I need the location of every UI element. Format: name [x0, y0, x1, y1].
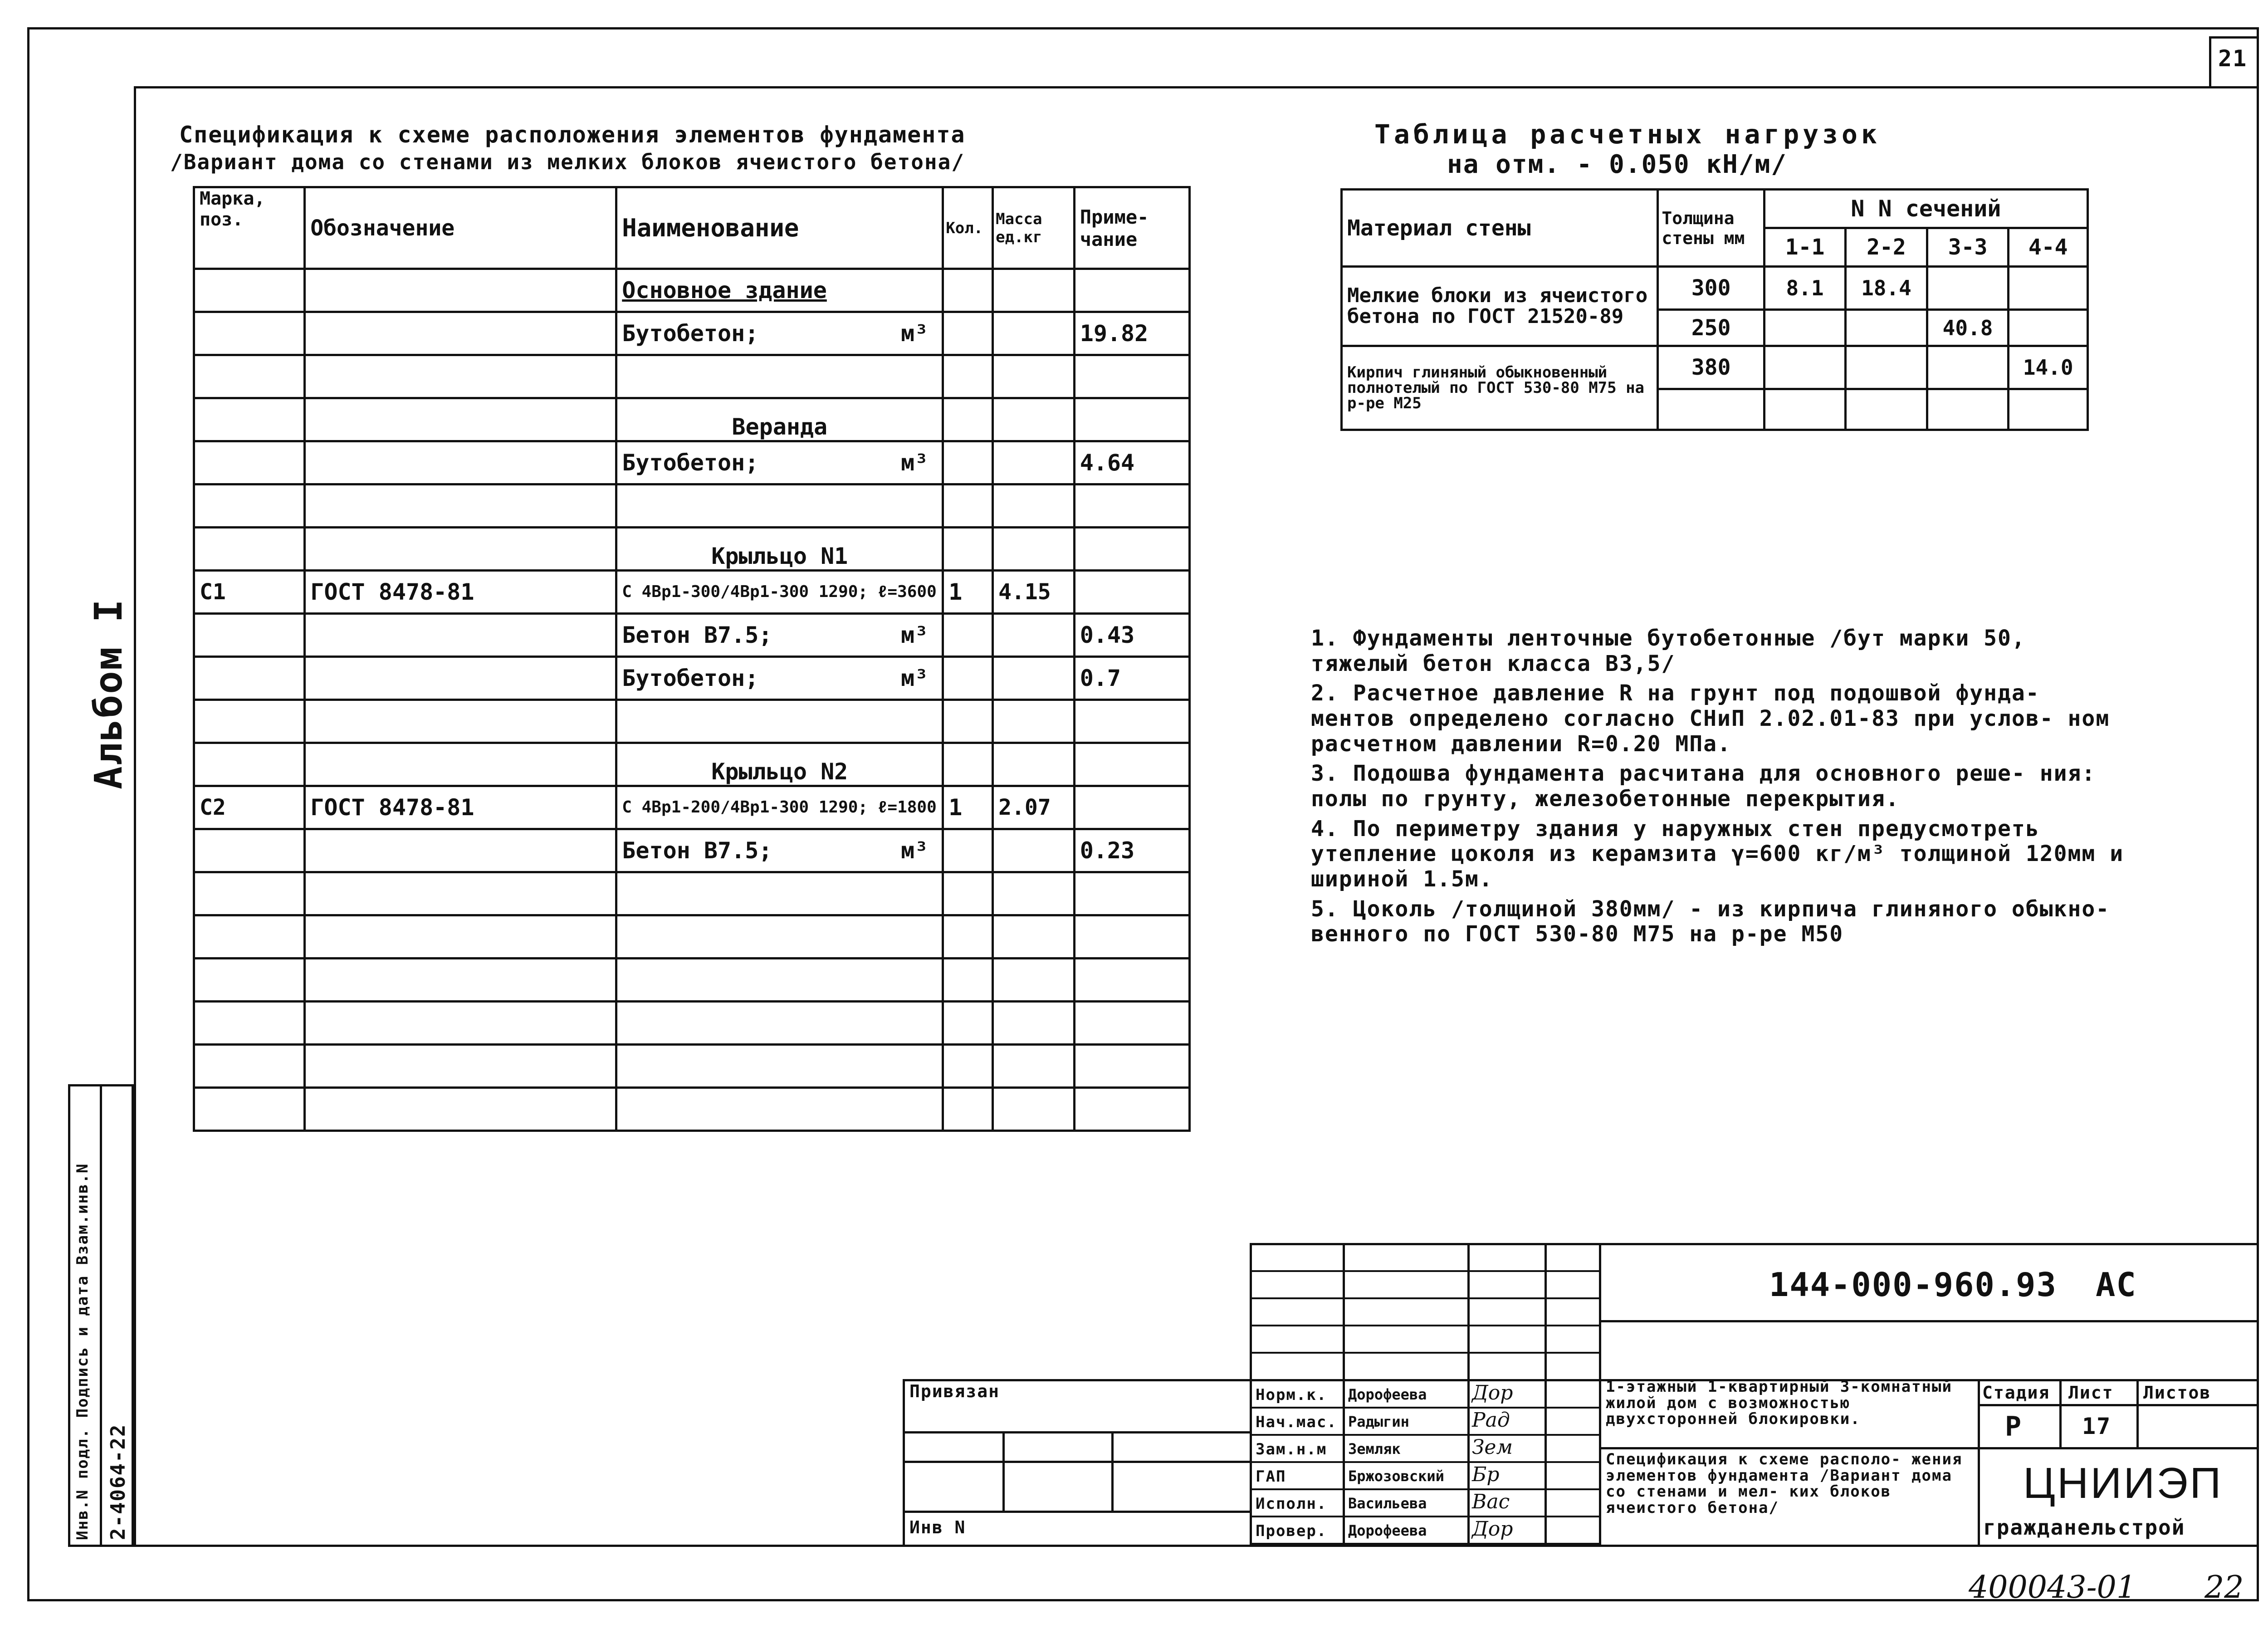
- spec-cell-naim: Крыльцо N2: [616, 743, 943, 786]
- spec-cell-kol: 1: [943, 786, 993, 829]
- spec-cell-massa: [993, 355, 1075, 398]
- spec-cell-oboz: [305, 829, 616, 872]
- spec-cell-naim: [616, 915, 943, 959]
- spec-cell-marka: [194, 528, 305, 571]
- spec-cell-massa: [993, 484, 1075, 528]
- stamp-stadia: Р: [2005, 1411, 2023, 1443]
- stamp-role-row: [1252, 1463, 1599, 1490]
- spec-cell-massa: [993, 872, 1075, 915]
- stamp-org2: гражданельстрой: [1983, 1515, 2185, 1540]
- note-3: 3. Подошва фундамента расчитана для основного реше- ния: полы по грунту, железобетонные перекрытия.: [1311, 761, 2096, 812]
- spec-row: [194, 786, 1190, 829]
- spec-cell-marka: [194, 829, 305, 872]
- privyazan-hline: [903, 1431, 1252, 1433]
- spec-cell-prim: [1074, 1045, 1189, 1088]
- spec-naim-unit: м³: [901, 320, 929, 347]
- spec-cell-kol: [943, 959, 993, 1002]
- spec-cell-kol: [943, 1088, 993, 1131]
- stamp-name: Дорофеева: [1348, 1386, 1427, 1403]
- spec-row: [194, 571, 1190, 614]
- spec-cell-marka: [194, 959, 305, 1002]
- spec-cell-naim: [616, 959, 943, 1002]
- stamp-h-stadia: Стадия: [1982, 1383, 2050, 1403]
- stamp-name: Радыгин: [1348, 1413, 1409, 1430]
- spec-cell-prim: [1074, 528, 1189, 571]
- spec-title-line1: Спецификация к схеме расположения элементов фундамента: [179, 122, 966, 148]
- spec-cell-kol: [943, 1045, 993, 1088]
- loads-section-3: 3-3: [1927, 228, 2009, 267]
- stamp-role: Норм.к.: [1256, 1386, 1327, 1404]
- stamp-name: Васильева: [1348, 1495, 1427, 1512]
- spec-cell-kol: [943, 269, 993, 312]
- spec-cell-kol: [943, 657, 993, 700]
- stamp-upper: [1250, 1243, 2259, 1381]
- spec-header-prim: Приме- чание: [1074, 187, 1189, 269]
- stamp-role-row: [1252, 1490, 1599, 1517]
- stamp-signature: Бр: [1472, 1463, 1500, 1486]
- sheet-number-top: 21: [2218, 45, 2248, 72]
- spec-row: [194, 959, 1190, 1002]
- spec-cell-marka: [194, 484, 305, 528]
- spec-cell-naim: [616, 829, 943, 872]
- spec-cell-oboz: [305, 700, 616, 743]
- loads-cell: [1764, 346, 1845, 389]
- spec-cell-massa: [993, 959, 1075, 1002]
- spec-cell-massa: [993, 700, 1075, 743]
- spec-cell-marka: [194, 269, 305, 312]
- loads-material-2: Кирпич глиняный обыкновенный полнотелый по ГОСТ 530-80 М75 на р-ре М25: [1342, 346, 1658, 430]
- loads-section-2: 2-2: [1846, 228, 1927, 267]
- loads-cell: [1846, 346, 1927, 389]
- spec-cell-prim: [1074, 398, 1189, 441]
- stamp-signature: Дор: [1472, 1381, 1513, 1404]
- spec-cell-marka: [194, 1045, 305, 1088]
- spec-cell-marka: [194, 872, 305, 915]
- spec-naim-text: Бутобетон;: [622, 320, 759, 347]
- spec-cell-oboz: [305, 915, 616, 959]
- stamp-right-vline: [2059, 1379, 2062, 1447]
- spec-naim-unit: м³: [901, 665, 929, 691]
- loads-table: [1340, 188, 2089, 431]
- bottom-code: 400043-01: [1969, 1570, 2136, 1605]
- spec-cell-massa: [993, 614, 1075, 657]
- stamp-code-hline: [1599, 1320, 2259, 1322]
- spec-cell-naim: [616, 484, 943, 528]
- spec-cell-kol: 1: [943, 571, 993, 614]
- stamp-hline: [1250, 1270, 1599, 1272]
- spec-cell-naim: [616, 1002, 943, 1045]
- spec-cell-marka: [194, 743, 305, 786]
- privyazan-vline: [1111, 1431, 1114, 1511]
- stamp-object: 1-этажный 1-квартирный 3-комнатный жилой дом с возможностью двухсторонней блокировки.: [1606, 1378, 1952, 1429]
- spec-cell-massa: 2.07: [993, 786, 1075, 829]
- stamp-h-list: Лист: [2068, 1383, 2114, 1403]
- loads-cell: [1927, 389, 2009, 430]
- spec-cell-kol: [943, 1002, 993, 1045]
- spec-cell-marka: [194, 312, 305, 355]
- stamp-signature: Рад: [1472, 1409, 1510, 1432]
- stamp-mark: АС: [2096, 1266, 2137, 1304]
- spec-cell-oboz: [305, 959, 616, 1002]
- spec-cell-kol: [943, 872, 993, 915]
- spec-cell-marka: [194, 355, 305, 398]
- spec-cell-prim: [1074, 269, 1189, 312]
- spec-cell-prim: 0.7: [1074, 657, 1189, 700]
- spec-row: [194, 1088, 1190, 1131]
- loads-title-line2: на отм. - 0.050 кН/м/: [1447, 150, 1788, 179]
- loads-thickness-4: [1658, 389, 1764, 430]
- spec-cell-naim: [616, 872, 943, 915]
- spec-header-oboz: Обозначение: [305, 187, 616, 269]
- stamp-code: 144-000-960.93: [1769, 1266, 2057, 1304]
- spec-cell-massa: [993, 312, 1075, 355]
- spec-row: [194, 872, 1190, 915]
- loads-cell: [1846, 310, 1927, 346]
- spec-cell-naim: [616, 441, 943, 484]
- loads-material-1: Мелкие блоки из ячеистого бетона по ГОСТ 21520-89: [1342, 267, 1658, 346]
- loads-section-1: 1-1: [1764, 228, 1845, 267]
- stamp-role-row: [1252, 1517, 1599, 1545]
- stamp-role: Зам.н.м: [1256, 1440, 1327, 1458]
- spec-cell-massa: [993, 657, 1075, 700]
- loads-cell: [1846, 389, 1927, 430]
- left-strip-label: Инв.N подл. Подпись и дата Взам.инв.N: [73, 1163, 92, 1540]
- stamp-signature: Дор: [1472, 1517, 1513, 1541]
- spec-row: [194, 829, 1190, 872]
- spec-cell-prim: [1074, 571, 1189, 614]
- stamp-hline: [1250, 1352, 1599, 1354]
- spec-cell-prim: 19.82: [1074, 312, 1189, 355]
- spec-naim-text: Бутобетон;: [622, 450, 759, 476]
- spec-cell-oboz: [305, 1002, 616, 1045]
- spec-row: [194, 657, 1190, 700]
- spec-cell-kol: [943, 700, 993, 743]
- stamp-right-hline: [1978, 1447, 2259, 1449]
- spec-cell-oboz: [305, 614, 616, 657]
- spec-cell-marka: [194, 398, 305, 441]
- spec-header-marka: Марка, поз.: [194, 187, 305, 269]
- spec-cell-marka: [194, 1002, 305, 1045]
- spec-cell-massa: [993, 269, 1075, 312]
- spec-table: [193, 186, 1191, 1132]
- loads-cell: [1927, 267, 2009, 310]
- spec-cell-naim: [616, 1088, 943, 1131]
- spec-header-massa: Масса ед.кг: [993, 187, 1075, 269]
- spec-cell-naim: [616, 355, 943, 398]
- album-label: Альбом I: [86, 598, 131, 789]
- spec-row: [194, 312, 1190, 355]
- spec-cell-prim: 0.23: [1074, 829, 1189, 872]
- spec-row: [194, 700, 1190, 743]
- loads-cell: 8.1: [1764, 267, 1845, 310]
- spec-cell-oboz: [305, 484, 616, 528]
- spec-cell-marka: С1: [194, 571, 305, 614]
- spec-naim-unit: м³: [901, 622, 929, 648]
- spec-cell-oboz: [305, 1045, 616, 1088]
- spec-cell-prim: 0.43: [1074, 614, 1189, 657]
- spec-cell-massa: [993, 829, 1075, 872]
- spec-cell-prim: [1074, 872, 1189, 915]
- spec-cell-prim: [1074, 786, 1189, 829]
- spec-cell-kol: [943, 484, 993, 528]
- spec-cell-massa: [993, 1045, 1075, 1088]
- spec-cell-oboz: [305, 872, 616, 915]
- stamp-hline: [1250, 1297, 1599, 1299]
- spec-cell-oboz: ГОСТ 8478-81: [305, 571, 616, 614]
- note-1: 1. Фундаменты ленточные бутобетонные /бут марки 50, тяжелый бетон класса В3,5/: [1311, 626, 2026, 676]
- loads-thickness-1: 300: [1658, 267, 1764, 310]
- loads-header-sections: N N сечений: [1764, 190, 2087, 228]
- spec-cell-prim: [1074, 355, 1189, 398]
- spec-cell-prim: [1074, 743, 1189, 786]
- spec-cell-naim: [616, 312, 943, 355]
- stamp-role: Нач.мас.: [1256, 1413, 1337, 1431]
- notes-block: [1311, 626, 2136, 947]
- spec-cell-naim: С 4Вр1-300/4Вр1-300 1290; ℓ=3600: [616, 571, 943, 614]
- spec-cell-naim: Основное здание: [616, 269, 943, 312]
- spec-cell-massa: [993, 528, 1075, 571]
- stamp-h-listov: Листов: [2143, 1383, 2211, 1403]
- spec-cell-marka: [194, 657, 305, 700]
- spec-cell-massa: [993, 441, 1075, 484]
- spec-naim-text: Бутобетон;: [622, 665, 759, 691]
- spec-row: [194, 915, 1190, 959]
- spec-cell-oboz: [305, 743, 616, 786]
- loads-thickness-2: 250: [1658, 310, 1764, 346]
- spec-row: [194, 1045, 1190, 1088]
- spec-cell-naim: [616, 700, 943, 743]
- spec-naim-unit: м³: [901, 450, 929, 476]
- spec-row: [194, 441, 1190, 484]
- spec-cell-kol: [943, 441, 993, 484]
- spec-cell-prim: [1074, 1088, 1189, 1131]
- spec-row: [194, 743, 1190, 786]
- spec-cell-marka: [194, 441, 305, 484]
- spec-cell-oboz: [305, 657, 616, 700]
- spec-cell-prim: [1074, 915, 1189, 959]
- stamp-name: Дорофеева: [1348, 1522, 1427, 1539]
- spec-row: [194, 398, 1190, 441]
- spec-cell-oboz: [305, 312, 616, 355]
- spec-cell-kol: [943, 614, 993, 657]
- spec-cell-marka: [194, 700, 305, 743]
- spec-cell-naim: [616, 1045, 943, 1088]
- stamp-role: Провер.: [1256, 1522, 1327, 1540]
- left-strip-value: 2-4064-22: [107, 1424, 130, 1540]
- stamp-role-row: [1252, 1436, 1599, 1463]
- spec-cell-massa: [993, 398, 1075, 441]
- stamp-signature: Зем: [1472, 1436, 1513, 1459]
- loads-cell: 18.4: [1846, 267, 1927, 310]
- spec-cell-marka: С2: [194, 786, 305, 829]
- spec-cell-massa: 4.15: [993, 571, 1075, 614]
- spec-cell-massa: [993, 915, 1075, 959]
- stamp-right-hline: [1978, 1404, 2259, 1406]
- spec-cell-oboz: [305, 528, 616, 571]
- stamp-name: Земляк: [1348, 1440, 1401, 1458]
- stamp-role: Исполн.: [1256, 1495, 1327, 1513]
- note-2: 2. Расчетное давление R на грунт под подошвой фунда- ментов определено согласно СНиП 2.02.01-83 при услов- ном расчетном давлении R=0.20 МПа.: [1311, 680, 2110, 757]
- loads-cell: [2009, 310, 2088, 346]
- stamp-object-hline: [1599, 1447, 1980, 1449]
- loads-cell: 40.8: [1927, 310, 2009, 346]
- spec-row: [194, 269, 1190, 312]
- loads-cell: [2009, 389, 2088, 430]
- spec-cell-kol: [943, 528, 993, 571]
- spec-header-naim: Наименование: [616, 187, 943, 269]
- spec-cell-kol: [943, 829, 993, 872]
- spec-row: [194, 1002, 1190, 1045]
- stamp-role: ГАП: [1256, 1468, 1286, 1486]
- stamp-role-row: [1252, 1381, 1599, 1409]
- spec-cell-oboz: [305, 1088, 616, 1131]
- note-4: 4. По периметру здания у наружных стен предусмотреть утепление цоколя из керамзита γ=600 кг/м³ толщиной 120мм и шириной 1.5м.: [1311, 816, 2124, 892]
- spec-naim-text: Бетон В7.5;: [622, 622, 772, 648]
- spec-cell-oboz: [305, 398, 616, 441]
- loads-header-material: Материал стены: [1342, 190, 1658, 267]
- spec-cell-marka: [194, 614, 305, 657]
- spec-cell-kol: [943, 312, 993, 355]
- loads-cell: [1764, 389, 1845, 430]
- spec-title-line2: /Вариант дома со стенами из мелких блоков ячеистого бетона/: [170, 150, 965, 174]
- spec-cell-naim: [616, 614, 943, 657]
- spec-row: [194, 528, 1190, 571]
- spec-cell-prim: [1074, 959, 1189, 1002]
- spec-cell-massa: [993, 1088, 1075, 1131]
- spec-cell-naim: Веранда: [616, 398, 943, 441]
- spec-cell-oboz: [305, 269, 616, 312]
- note-5: 5. Цоколь /толщиной 380мм/ - из кирпича глиняного обыкно- венного по ГОСТ 530-80 М75 на р-ре М50: [1311, 896, 2110, 947]
- stamp-role-row: [1252, 1409, 1599, 1436]
- stamp-org1: ЦНИИЭП: [2023, 1459, 2223, 1507]
- stamp-signature: Вас: [1472, 1490, 1510, 1513]
- spec-row: [194, 355, 1190, 398]
- spec-header-kol: Кол.: [943, 187, 993, 269]
- loads-cell: [1927, 346, 2009, 389]
- spec-cell-prim: [1074, 700, 1189, 743]
- spec-cell-massa: [993, 1002, 1075, 1045]
- spec-cell-oboz: ГОСТ 8478-81: [305, 786, 616, 829]
- spec-cell-prim: [1074, 484, 1189, 528]
- spec-row: [194, 484, 1190, 528]
- spec-cell-prim: 4.64: [1074, 441, 1189, 484]
- spec-cell-naim: С 4Вр1-200/4Вр1-300 1290; ℓ=1800: [616, 786, 943, 829]
- loads-cell: [1764, 310, 1845, 346]
- loads-header-thickness: Толщина стены мм: [1658, 190, 1764, 267]
- loads-title-line1: Таблица расчетных нагрузок: [1374, 119, 1881, 150]
- loads-thickness-3: 380: [1658, 346, 1764, 389]
- privyazan-hline: [903, 1461, 1252, 1463]
- stamp-name: Бржозовский: [1348, 1468, 1444, 1485]
- stamp-sheet-title: Спецификация к схеме располо- жения элементов фундамента /Вариант дома со стенами и мел- ких блоков ячеистого бетона/: [1606, 1450, 1963, 1517]
- spec-cell-kol: [943, 355, 993, 398]
- loads-section-4: 4-4: [2009, 228, 2088, 267]
- privyazan-hline: [903, 1511, 1252, 1513]
- left-strip-divider: [100, 1084, 102, 1547]
- spec-row: [194, 614, 1190, 657]
- spec-cell-prim: [1074, 1002, 1189, 1045]
- inv-label: Инв N: [909, 1517, 966, 1537]
- loads-cell: [2009, 267, 2088, 310]
- spec-cell-kol: [943, 398, 993, 441]
- bottom-page: 22: [2204, 1570, 2244, 1605]
- loads-cell: 14.0: [2009, 346, 2088, 389]
- privyazan-vline: [1002, 1431, 1005, 1511]
- spec-cell-naim: [616, 657, 943, 700]
- spec-cell-kol: [943, 743, 993, 786]
- stamp-list: 17: [2082, 1413, 2112, 1439]
- privyazan-label: Привязан: [909, 1381, 1000, 1401]
- spec-cell-marka: [194, 1088, 305, 1131]
- spec-cell-kol: [943, 915, 993, 959]
- spec-cell-marka: [194, 915, 305, 959]
- spec-cell-massa: [993, 743, 1075, 786]
- spec-cell-naim: Крыльцо N1: [616, 528, 943, 571]
- stamp-right-vline: [2136, 1379, 2139, 1447]
- spec-naim-unit: м³: [901, 837, 929, 864]
- spec-cell-oboz: [305, 355, 616, 398]
- spec-cell-oboz: [305, 441, 616, 484]
- spec-naim-text: Бетон В7.5;: [622, 837, 772, 864]
- stamp-hline: [1250, 1325, 1599, 1326]
